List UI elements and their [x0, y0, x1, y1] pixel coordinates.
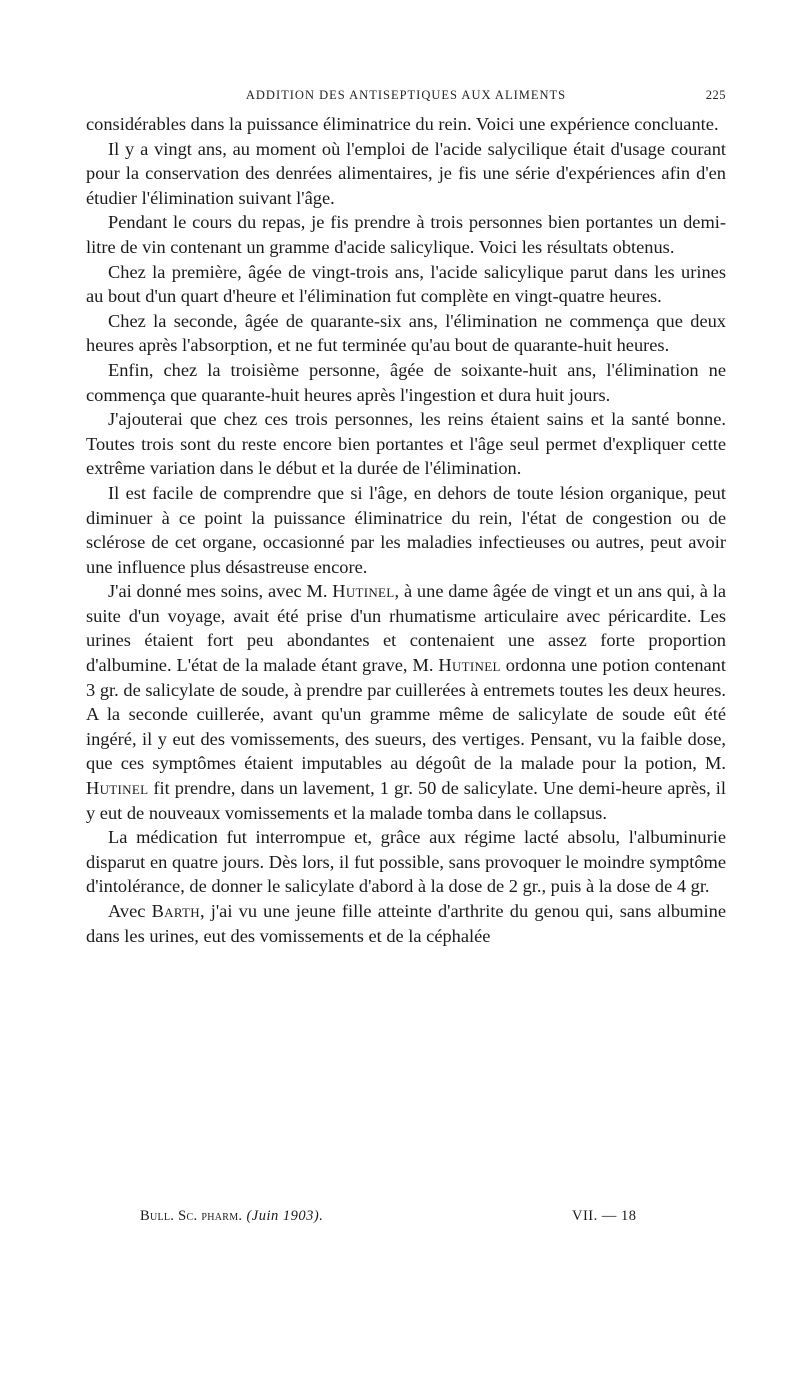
paragraph-9 — [86, 579, 726, 825]
p9-text-d: fit prendre, dans un lavement, 1 gr. 50 de salicylate. Une demi-heure après, il y eut de nouveaux vomissements et la malade tomba dans le collapsus. — [86, 778, 726, 823]
paragraph-1: considérables dans la puissance éliminatrice du rein. Voici une expérience concluante. — [86, 114, 719, 134]
p9-text-b: , à une dame âgée de vingt et un ans qui, à la suite d'un voyage, avait été prise d'un rhumatisme articulaire avec péricardite. Les urines étaient fort peu abondantes et contenaient une assez forte proportion d'albumine. L'état de la malade étant grave, M. — [86, 581, 726, 676]
author-name-hutinel: Hutinel — [438, 655, 501, 676]
paragraph-5: Chez la seconde, âgée de quarante-six ans, l'élimination ne commença que deux heures après l'absorption, et ne fut terminée qu'au bout de quarante-huit heures. — [86, 310, 726, 356]
paragraph-6: Enfin, chez la troisième personne, âgée de soixante-huit ans, l'élimination ne commença que quarante-huit heures après l'ingestion et dura huit jours. — [86, 359, 726, 405]
paragraph-3: Pendant le cours du repas, je fis prendre à trois personnes bien portantes un demi-litre de vin contenant un gramme d'acide salicylique. Voici les résultats obtenus. — [86, 212, 726, 257]
p11-text-a: Avec — [108, 901, 152, 921]
journal-name: Bull. Sc. pharm. — [140, 1208, 243, 1224]
p11-text-b: , j'ai vu une jeune fille atteinte d'arthrite du genou qui, sans albumine dans les urines, eut des vomissements et de la céphalée — [86, 901, 726, 946]
paragraph-7: J'ajouterai que chez ces trois personnes, les reins étaient sains et la santé bonne. Toutes trois sont du reste encore bien portantes et l'âge seul permet d'expliquer cette extrême variation dans le début et la durée de l'élimination. — [86, 409, 726, 479]
author-name-hutinel: Hutinel — [332, 581, 395, 602]
paragraph-2: Il y a vingt ans, au moment où l'emploi de l'acide salycilique était d'usage courant pour la conservation des denrées alimentaires, je fis une série d'expériences afin d'en étudier l'élimination suivant l'âge. — [86, 138, 726, 208]
page-number: 225 — [705, 88, 726, 102]
journal-citation — [140, 1208, 323, 1225]
paragraph-10: La médication fut interrompue et, grâce aux régime lacté absolu, l'albuminurie disparut en quatre jours. Dès lors, il fut possible, sans provoquer le moindre symptôme d'intolérance, de donner le salicylate d'abord à la dose de 2 gr., puis à la dose de 4 gr. — [86, 827, 726, 897]
paragraph-11 — [86, 899, 726, 948]
p9-text-c: ordonna une potion contenant 3 gr. de salicylate de soude, à prendre par cuillerées à entremets toutes les deux heures. A la seconde cuillerée, avant qu'un gramme même de salicylate de soude eût été ingéré, il y eut des vomissements, des sueurs, des vertiges. Pensant, vu la faible dose, que ces symptômes étaient imputables au dégoût de la malade pour la potion, M. — [86, 655, 726, 774]
page-footer — [86, 1208, 726, 1230]
body-text — [86, 112, 726, 948]
journal-date: (Juin 1903). — [246, 1208, 324, 1224]
running-head — [86, 84, 726, 106]
document-page — [86, 84, 726, 1334]
p9-text-a: J'ai donné mes soins, avec M. — [108, 581, 333, 602]
author-name-hutinel: Hutinel — [86, 778, 149, 799]
paragraph-8: Il est facile de comprendre que si l'âge, en dehors de toute lésion organique, peut diminuer à ce point la puissance éliminatrice du rein, l'état de congestion ou de sclérose de cet organe, occasionné par les maladies infectieuses ou autres, peut avoir une influence plus désastreuse encore. — [86, 482, 726, 577]
paragraph-4: Chez la première, âgée de vingt-trois ans, l'acide salicylique parut dans les urines au bout d'un quart d'heure et l'élimination fut complète en vingt-quatre heures. — [86, 261, 726, 307]
running-title: ADDITION DES ANTISEPTIQUES AUX ALIMENTS — [245, 88, 567, 102]
author-name-barth: Barth — [151, 901, 200, 921]
printer-signature: VII. — 18 — [572, 1208, 637, 1224]
